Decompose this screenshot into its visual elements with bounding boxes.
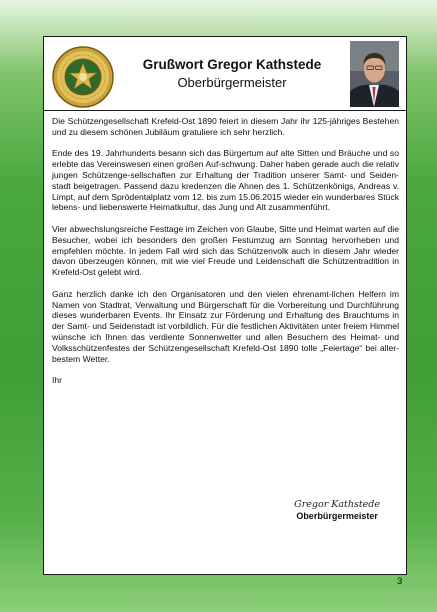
signature-name: Gregor Kathstede [294, 499, 380, 510]
paragraph: Ende des 19. Jahrhunderts besann sich das Bürgertum auf alte Sitten und Bräuche und so erlebte das Vereinswesen einen großen Auf-schwung. Daher haben gerade auch die relativ jungen Schützenge-sellschaften zur Erhaltung der Tradition unserer Samt- und Seiden-stadt beigetragen. Passend dazu kredenzen die Ahnen des 1. Schützenkönigs, Andreas v. Limpt, auf dem Sprödentalplatz vom 12. bis zum 15.06.2015 wieder ein wunderbares Stück lebens- und liebenswerte Heimatkultur, das Jung und Alt zusammenführt. [52, 148, 399, 213]
paragraph: Ganz herzlich danke ich den Organisatoren und den vielen ehrenamt-lichen Helfern im Namen von Stadtrat, Verwaltung und Bürgerschaft für die Vorbereitung und Durchführung dieses wunderbaren Events. Ihr Einsatz zur Förderung und Erhaltung des Brauchtums in der Samt- und Seidenstadt ist vorbildlich. Für die festlichen Aktivitäten unter freiem Himmel wünsche ich Ihnen das verdiente Sonnenwetter und allen Besuchern des Heimat- und Volksschützenfestes der Schützengesellschaft Krefeld-Ost 1890 tolle „Feiertage“ bei aller-bestem Wetter. [52, 288, 399, 364]
page-subtitle: Oberbürgermeister [177, 75, 287, 90]
card-header [44, 37, 406, 111]
paragraph: Die Schützengesellschaft Krefeld-Ost 1890 feiert in diesem Jahr ihr 125-jähriges Bestehen und zu diesem schönen Jubiläum gratuliere ich sehr herzlich. [52, 116, 399, 137]
page-title: Grußwort Gregor Kathstede [142, 57, 322, 72]
letter-body [52, 116, 399, 397]
signature-title: Oberbürgermeister [296, 511, 378, 521]
paragraph: Vier abwechslungsreiche Festtage im Zeichen von Glaube, Sitte und Heimat warten auf die Besucher, wobei ich besonders den großen Festumzug am Sonntag hervorheben und empfehlen möchte. In jedem Fall wird sich das Schützenvolk auch in diesem Jahr wieder davon überzeugen können, mit wie viel Freude und Leidenschaft die Schützentradition in Krefeld-Ost gelebt wird. [52, 223, 399, 278]
signature-block [294, 498, 380, 522]
closing-word: Ihr [52, 375, 63, 386]
page-number: 3 [397, 576, 403, 587]
club-seal-logo [52, 46, 114, 108]
greeting-card [43, 36, 407, 575]
portrait-photo [350, 41, 399, 107]
